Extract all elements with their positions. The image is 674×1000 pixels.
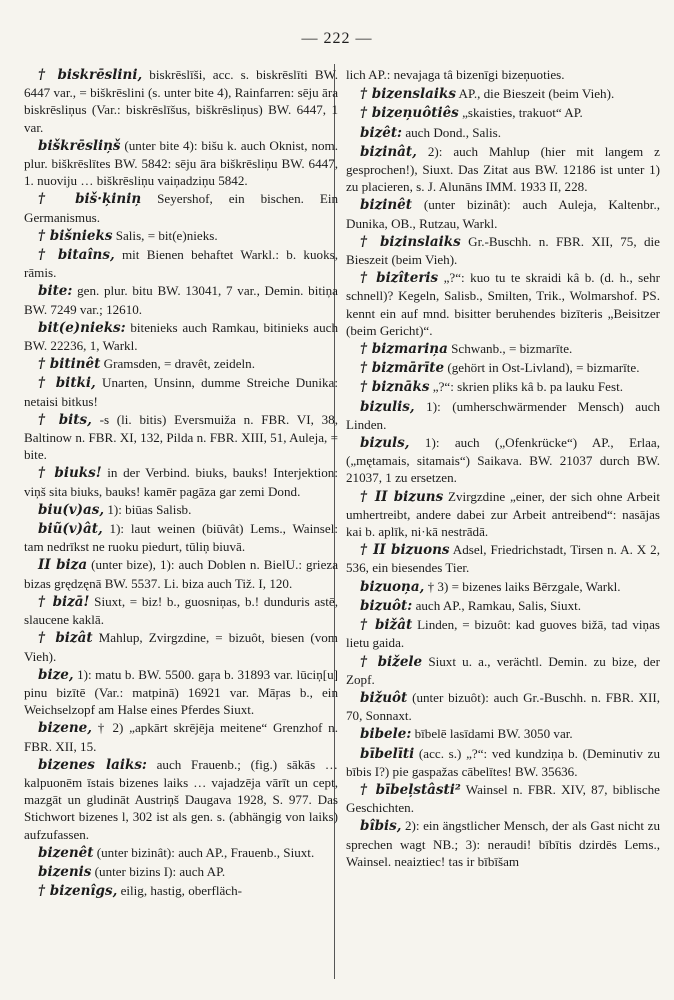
entry-headword: bit(e)nieks: xyxy=(38,319,126,336)
entry-headword: † bizât xyxy=(38,630,93,647)
entry-headword: biškrēsliņš xyxy=(38,137,121,154)
dictionary-entry xyxy=(24,411,338,464)
entry-headword: † bitaîns, xyxy=(38,247,115,264)
entry-headword: bizenêt xyxy=(38,844,94,861)
dictionary-entry xyxy=(24,501,338,519)
entry-text: auch Frauenb.; (fig.) sākās … kalpuonēm īstais bizenes laiks … vajadzēja vārīt un cept, mazgāt un gludināt Austriņš Daugava 1928, S. 977. Das Stichwort bizenes l, 302 ist als gen. s. (abhängig von laiks) aufzufassen. xyxy=(24,756,338,842)
entry-headword: bizuoņa, xyxy=(360,578,425,595)
entry-headword: bizinêt xyxy=(360,197,413,214)
entry-headword: bîbis, xyxy=(360,818,402,835)
entry-text: 1): auch („Ofenkrücke“) AP., Erlaa, („mętamais, sitamais“) Saikava. BW. 21037 durch BW. 21037, 1 zu ersetzen. xyxy=(346,435,660,486)
entry-text: (acc. s.) „?“: ved kundziņa b. (Deminutiv zu bībis I?) pie gaspažas cābelītes! BW. 35636. xyxy=(346,745,660,779)
entry-headword: bižuôt xyxy=(360,689,408,706)
dictionary-entry xyxy=(24,66,338,136)
dictionary-entry xyxy=(24,863,338,881)
entry-headword: † II bizuons xyxy=(360,542,450,559)
entry-text: auch Dond., Salis. xyxy=(405,124,501,140)
entry-text: „skaisties, trakuot“ AP. xyxy=(462,105,583,121)
entry-text: Siuxt u. a., verächtl. Demin. zu bize, der Zopf. xyxy=(346,653,660,687)
entry-headword: † bizîteris xyxy=(360,270,439,287)
left-column xyxy=(24,66,338,901)
dictionary-entry xyxy=(346,124,660,142)
dictionary-entry xyxy=(346,359,660,377)
entry-text: bībelē lasīdami BW. 3050 var. xyxy=(414,726,573,742)
dictionary-entry xyxy=(346,196,660,231)
right-column xyxy=(346,66,660,871)
entry-text: (unter bizinât): auch Auleja, Kaltenbr., Dunika, OB., Rutzau, Warkl. xyxy=(346,197,660,231)
entry-headword: biũ(v)ât, xyxy=(38,521,103,538)
entry-text: eilig, hastig, oberfläch- xyxy=(120,883,242,899)
entry-text: gen. plur. bitu BW. 13041, 7 var., Demin. bitiņa BW. 7249 var.; 12610. xyxy=(24,283,338,317)
entry-headword: † II bizuns xyxy=(360,488,444,505)
entry-headword: † bizenîgs, xyxy=(38,883,118,900)
dictionary-entry xyxy=(24,227,338,245)
entry-text: Gramsden, = dravêt, zeideln. xyxy=(103,356,255,372)
entry-text: (unter bizinât): auch AP., Frauenb., Siuxt. xyxy=(96,844,315,860)
entry-headword: bizinât, xyxy=(360,143,417,160)
dictionary-entry xyxy=(346,143,660,196)
dictionary-entry xyxy=(24,556,338,591)
dictionary-entry xyxy=(24,756,338,843)
entry-headword: bizenis xyxy=(38,863,92,880)
dictionary-entry xyxy=(346,488,660,541)
entry-headword: bizuls, xyxy=(360,435,410,452)
dictionary-entry xyxy=(346,578,660,596)
entry-text: 1): matu b. BW. 5500. gaŗa b. 31893 var. lūciņ[u] pinu bizītē (Var.: matpinā) 16921 var. Māŗas b., ein Weichselzopf am Halse eines Pferdes Siuxt. xyxy=(24,666,339,718)
entry-text: Salis, = bit(e)nieks. xyxy=(115,227,218,243)
entry-text: Zvirgzdine „einer, der sich ohne Arbeit umhertreibt, andere dabei zur Arbeit antreibend“: nasājas kai b. aplīk, ni·kā nestrādā. xyxy=(346,488,661,540)
dictionary-entry xyxy=(346,653,660,688)
dictionary-entry xyxy=(346,85,660,103)
dictionary-entry xyxy=(346,817,660,870)
entry-text: Unarten, Unsinn, dumme Streiche Dunika: netaisi bitkus! xyxy=(24,375,338,409)
entry-headword: bize, xyxy=(38,666,74,683)
dictionary-entry xyxy=(24,374,338,409)
entry-headword: † bizinslaiks xyxy=(360,233,461,250)
dictionary-entry xyxy=(346,725,660,743)
entry-headword: † bizā! xyxy=(38,593,90,610)
dictionary-entry xyxy=(24,464,338,499)
dictionary-entry xyxy=(24,137,338,190)
entry-headword: † bitki, xyxy=(38,375,96,392)
entry-headword: bībelīti xyxy=(360,745,415,762)
dictionary-entry xyxy=(24,282,338,317)
entry-headword: † bits, xyxy=(38,411,92,428)
dictionary-entry xyxy=(24,246,338,281)
entry-text: † 3) = bizenes laiks Bērzgale, Warkl. xyxy=(427,578,621,594)
dictionary-entry xyxy=(24,719,338,754)
dictionary-entry xyxy=(346,781,660,816)
entry-headword: bite: xyxy=(38,283,73,300)
entry-text: 1): (umherschwärmender Mensch) auch Linden. xyxy=(346,398,660,432)
entry-text: auch AP., Ramkau, Salis, Siuxt. xyxy=(415,597,582,613)
dictionary-entry xyxy=(346,541,660,576)
entry-headword: † bišnieks xyxy=(38,227,113,244)
dictionary-entry xyxy=(24,666,338,719)
dictionary-entry xyxy=(24,319,338,354)
dictionary-entry xyxy=(346,340,660,358)
dictionary-entry xyxy=(24,190,338,225)
entry-text: (unter bizuôt): auch Gr.-Buschh. n. FBR. XII, 70, Sonnaxt. xyxy=(346,689,660,724)
entry-text: in der Verbind. biuks, bauks! Interjektion: viņš sita biuks, bauks! kamēr pagāza gar zemi Dond. xyxy=(24,465,338,499)
entry-headword: bibele: xyxy=(360,726,412,743)
dictionary-entry xyxy=(346,104,660,122)
dictionary-entry xyxy=(346,597,660,615)
entry-text: Mahlup, Zvirgzdine, = bizuôt, biesen (vom Vieh). xyxy=(24,630,338,664)
dictionary-entry xyxy=(346,398,660,433)
entry-headword: † bizeņuôtiês xyxy=(360,105,459,122)
entry-headword: † bizmariņa xyxy=(360,341,448,358)
dictionary-entry xyxy=(24,355,338,373)
dictionary-entry xyxy=(24,520,338,555)
dictionary-entry xyxy=(346,434,660,487)
entry-text: Adsel, Friedrichstadt, Tirsen n. A. X 2, 536, ein biesendes Tier. xyxy=(346,542,660,576)
entry-headword: bizenes laiks: xyxy=(38,756,147,773)
entry-headword: † bižât xyxy=(360,617,413,634)
dictionary-entry xyxy=(24,844,338,862)
entry-headword: bizulis, xyxy=(360,398,415,415)
dictionary-entry xyxy=(346,66,660,84)
entry-headword: † biš·ķiniņ xyxy=(38,191,142,208)
dictionary-entry xyxy=(24,593,338,628)
dictionary-entry xyxy=(24,629,338,664)
entry-headword: † bībeļstâsti² xyxy=(360,781,461,798)
entry-text: lich AP.: nevajaga tâ bizenīgi bizeņuoties. xyxy=(346,67,565,82)
entry-text: „?“: skrien pliks kâ b. pa lauku Fest. xyxy=(432,379,623,395)
entry-headword: biu(v)as, xyxy=(38,501,105,518)
dictionary-entry xyxy=(346,689,660,724)
entry-text: bitenieks auch Ramkau, bitinieks auch BW. 22236, 1, Warkl. xyxy=(24,319,338,354)
dictionary-entry xyxy=(346,616,660,651)
entry-text: Seyershof, ein bischen. Ein Germanismus. xyxy=(24,191,338,225)
entry-text: Schwanb., = bizmarīte. xyxy=(451,341,573,357)
entry-text: (unter bize), 1): auch Doblen n. BielU.: grieza bizas grędzęnā BW. 5537. Li. biza auch Tiž. I, 120. xyxy=(24,557,339,591)
entry-text: (unter bizins I): auch AP. xyxy=(94,863,226,879)
dictionary-entry xyxy=(346,233,660,268)
entry-text: Wainsel n. FBR. XIV, 87, biblische Geschichten. xyxy=(346,781,660,816)
entry-text: -s (li. bitis) Eversmuiža n. FBR. VI, 38, Baltinow n. FBR. XI, 132, Pilda n. FBR. XIII, 51, Auleja, = bite. xyxy=(24,411,338,463)
entry-text: 2): auch Mahlup (hier mit langem z gesprochen!), Siuxt. Das Zitat aus BW. 12186 ist unter 1) zu placieren, s. J. Alunāns IMM. 1933 II, 228. xyxy=(346,143,660,195)
entry-text: Siuxt, = biz! b., guosniņas, b.! dunduris astē, slaucene kaklā. xyxy=(24,593,338,628)
dictionary-entry xyxy=(346,269,660,339)
entry-text: „?“: kuo tu te skraidi kâ b. (d. h., sehr schnell)? Kegeln, Salisb., Smilten, Trik., Wolmarshof. PS. kennt ein auf mnd. bisitter beruhendes bizīteris „Beisitzer (beim Gericht)“. xyxy=(346,270,660,338)
entry-text: (gehört in Ost-Livland), = bizmarīte. xyxy=(447,360,640,376)
entry-text: 1): laut weinen (biūvât) Lems., Wainsel: tam nedrīkst ne ruoku piedurt, tūliņ biuvā. xyxy=(24,521,338,555)
entry-text: Gr.-Buschh. n. FBR. XII, 75, die Bieszeit (beim Vieh). xyxy=(346,233,660,268)
dictionary-entry xyxy=(24,882,338,900)
dictionary-entry xyxy=(346,745,660,780)
entry-text: † 2) „apkārt skrējēja meitene“ Grenzhof n. FBR. XII, 15. xyxy=(24,720,338,754)
entry-headword: † bižele xyxy=(360,653,423,670)
entry-headword: † bitinêt xyxy=(38,356,101,373)
entry-headword: † bizmārīte xyxy=(360,360,445,377)
entry-headword: bizêt: xyxy=(360,124,403,141)
entry-headword: II biza xyxy=(38,557,88,574)
entry-text: mit Bienen behaftet Warkl.: b. kuoks, rāmis. xyxy=(24,247,338,281)
entry-headword: † bizenslaiks xyxy=(360,86,456,103)
entry-text: 1): biūas Salisb. xyxy=(107,501,192,517)
entry-text: biskrēslīši, acc. s. biskrēslīti BW. 6447 var., = biškrēslini (s. unter bite 4), Rainfarren: sēju āra biskrēsliņus (Var.: biskrēslīšus, biškrēsliņus) BW. 6447, 1 var. xyxy=(24,67,339,135)
entry-headword: † biznāks xyxy=(360,379,430,396)
entry-headword: bizuôt: xyxy=(360,597,413,614)
page-number: — 222 — xyxy=(301,30,373,47)
dictionary-entry xyxy=(346,378,660,396)
entry-text: AP., die Bieszeit (beim Vieh). xyxy=(458,86,615,102)
entry-text: 2): ein ängstlicher Mensch, der als Gast nicht zu sprechen wagt NB.; 3): neraudi! bībītis dzirdēs Lems., Wainsel. neaiztiec! tas ir bībīšam xyxy=(346,818,660,869)
entry-headword: † biskrēslini, xyxy=(38,67,143,83)
entry-headword: bizene, xyxy=(38,720,92,737)
entry-text: Linden, = bizuôt: kad guoves bižā, tad viņas lietu gaida. xyxy=(346,617,660,651)
entry-headword: † biuks! xyxy=(38,465,102,482)
entry-text: (unter bite 4): bišu k. auch Oknist, nom. plur. biškrēslītes BW. 5842: sēju āra biškrēsliņu BW. 6447, 1. nuoviju … biškrēsliņu vaiņadziņu 5842. xyxy=(24,137,338,189)
